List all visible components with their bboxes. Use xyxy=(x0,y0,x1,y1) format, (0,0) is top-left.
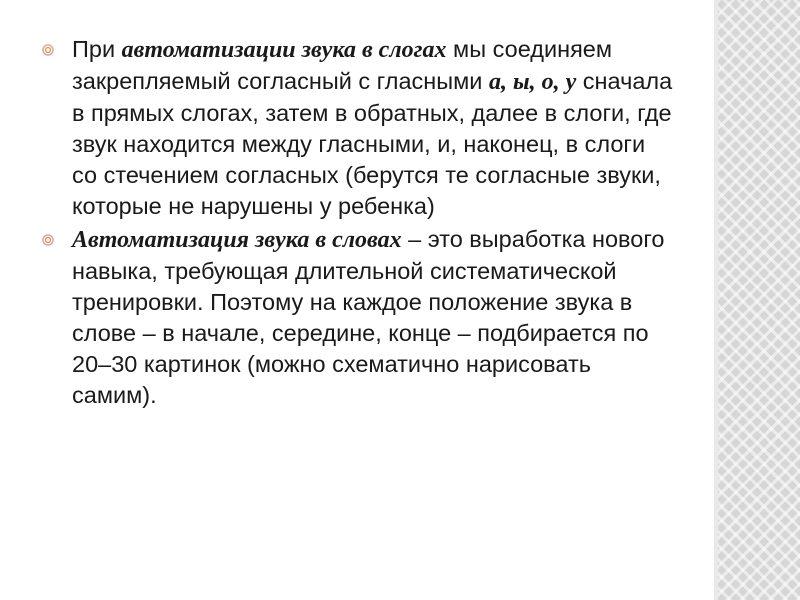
slide-body xyxy=(34,34,674,411)
bullet-item-words xyxy=(34,224,674,411)
circled-ring-bullet-icon xyxy=(42,44,54,56)
bullet-text: сначала в прямых слогах, затем в обратных, далее в слоги, где звук находится между гласными, и, наконец, в слоги со стечением согласных (берутся те согласные звуки, которые не нарушены у ребенка) xyxy=(72,68,673,219)
bullet-item-syllables xyxy=(34,34,674,222)
emphasis-text: Автоматизация звука в словах xyxy=(72,227,402,253)
bullet-text: При xyxy=(72,36,122,62)
bullet-text: – это выработка нового навыка, требующая длительной систематической тренировки. Поэтому на каждое положение звука в слове – в начале, середине, конце – подбирается по 20–30 картинок (можно схематично нарисовать самим). xyxy=(72,226,665,408)
emphasis-text: а, ы, о, у xyxy=(488,69,577,95)
decorative-side-panel xyxy=(714,0,800,600)
bullet-text: мы соединяем закрепляемый согласный с гласными xyxy=(72,36,613,94)
emphasis-text: автоматизации звука в слогах xyxy=(121,37,447,63)
circled-ring-bullet-icon xyxy=(42,234,54,246)
